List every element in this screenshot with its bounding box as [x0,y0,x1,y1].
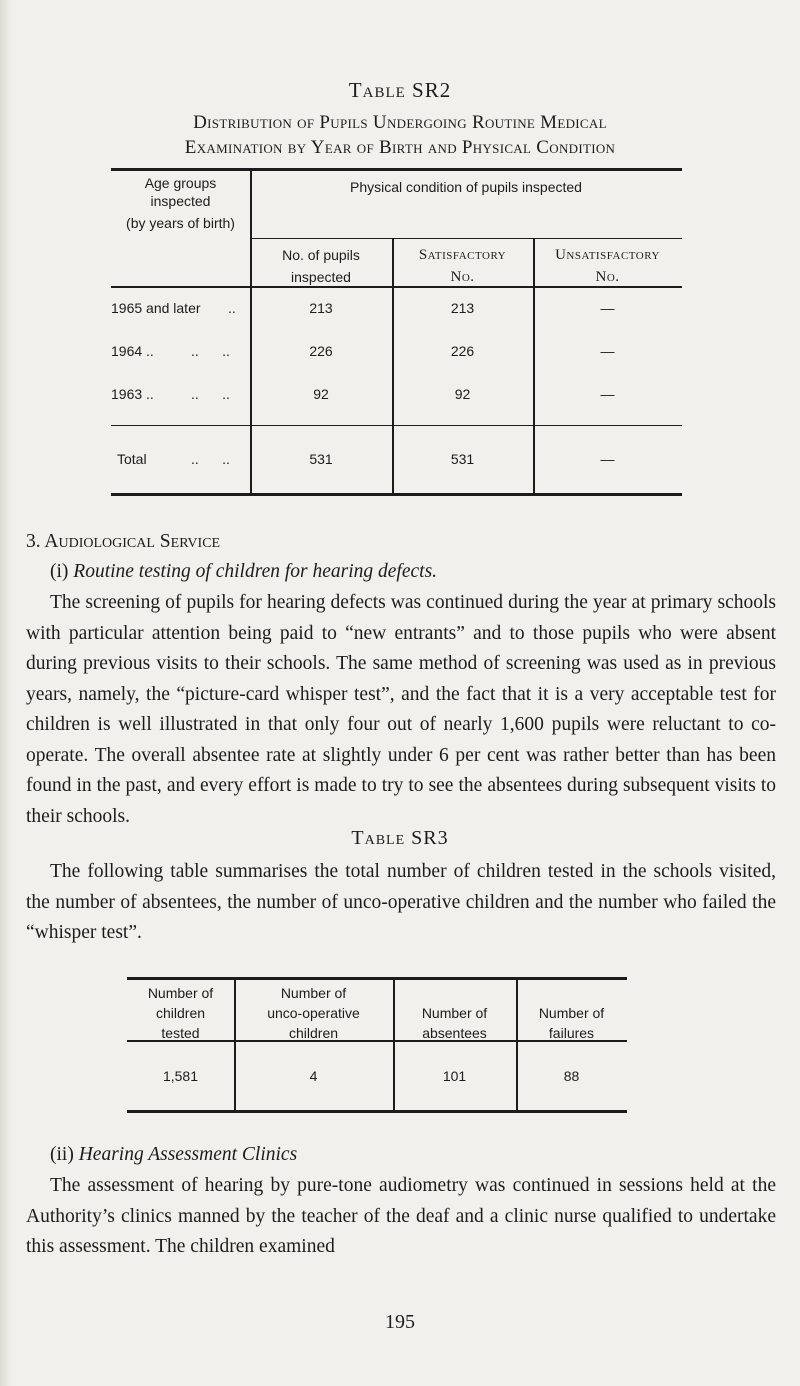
table-header-rule [250,238,682,239]
row-inspected: 213 [309,300,333,316]
page-number: 195 [385,1311,415,1333]
row-satisfactory: 226 [450,343,475,359]
section-3-paragraph: The screening of pupils for hearing defects was continued during the year at primary schools with particular attention being paid to “new entrants” and to those pupils who were absent during previous visits to their schools. The same method of screening was used as in previous years, namely, the “picture-card whisper test”, and the fact that it is a very acceptable test for children is well illustrated in that only four out of nearly 1,600 pupils were reluctant to co-operate. The overall absentee rate at slightly under 6 per cent was rather better than has been found in the past, and every effort is made to try to see the absentees during subsequent visits to their schools. [26,592,776,827]
table-sr3-title: Table SR3 [351,827,449,849]
table-sr3-intro: The following table summarises the total number of children tested in the schools visited, the number of absentees, the number of unco-operative children and the number who failed the “whisper test”. [26,861,776,943]
subsection-i-heading [50,561,437,583]
header-unsatisfactory: Unsatisfactory No. [555,247,660,285]
value-failures: 88 [563,1068,580,1084]
header-children-tested: Number of children tested [147,985,214,1041]
row-label: 1963 .. [111,386,154,402]
row-unsatisfactory: — [600,343,615,359]
table-top-rule [111,168,682,171]
table-sr2-title: Table SR2 [348,78,452,102]
section-3-heading: 3. Audiological Service [26,531,221,552]
value-absentees: 101 [442,1068,467,1084]
table-col-divider [250,171,252,493]
row-unsatisfactory: — [600,300,615,316]
table-total-rule [111,425,682,426]
row-unsatisfactory: — [600,386,615,402]
header-satisfactory: Satisfactory No. [418,247,507,285]
header-absentees: Number of absentees [421,1005,488,1041]
table-top-rule [127,977,627,980]
table-bottom-rule [111,493,682,496]
header-unco-operative: Number of unco-operative children [267,985,360,1041]
total-unsatisfactory: — [600,451,615,467]
subsection-title: Routine testing of children for hearing defects. [73,561,438,582]
table-sr2 [111,168,682,496]
total-inspected: 531 [309,451,333,467]
page-edge-shadow [0,0,12,1386]
table-sr2-subtitle-1: Distribution of Pupils Undergoing Routine Medical [193,112,607,133]
subsection-ii-heading [50,1144,297,1166]
row-satisfactory: 92 [454,386,471,402]
table-sr2-subtitle-2: Examination by Year of Birth and Physical Condition [184,137,616,158]
section-ii-paragraph: The assessment of hearing by pure-tone audiometry was continued in sessions held at the Authority’s clinics manned by the teacher of the deaf and a clinic nurse qualified to undertake this assessment. The children examined [26,1175,776,1257]
row-label: 1965 and later [111,300,201,316]
header-pupils-inspected: No. of pupils inspected [282,247,360,285]
row-leader-dots: .. .. [191,451,230,467]
header-failures: Number of failures [538,1005,605,1041]
subsection-number: (i) [50,561,69,582]
value-unco-operative: 4 [309,1068,318,1084]
row-label: 1964 .. [111,343,154,359]
row-inspected: 226 [309,343,333,359]
subsection-title: Hearing Assessment Clinics [78,1144,298,1165]
table-col-divider [393,980,395,1110]
row-leader-dots: .. [228,300,236,316]
row-leader-dots: .. .. [191,386,230,402]
table-bottom-rule [127,1110,627,1113]
row-leader-dots: .. .. [191,343,230,359]
header-age-groups: Age groups inspected (by years of birth) [126,175,235,231]
total-satisfactory: 531 [450,451,475,467]
table-col-divider [516,980,518,1110]
header-physical-condition: Physical condition of pupils inspected [350,179,582,195]
row-inspected: 92 [313,386,329,402]
table-sr3 [127,977,627,1113]
total-label: Total [117,451,147,467]
subsection-number: (ii) [50,1144,74,1165]
value-children-tested: 1,581 [162,1068,199,1084]
row-satisfactory: 213 [450,300,475,316]
